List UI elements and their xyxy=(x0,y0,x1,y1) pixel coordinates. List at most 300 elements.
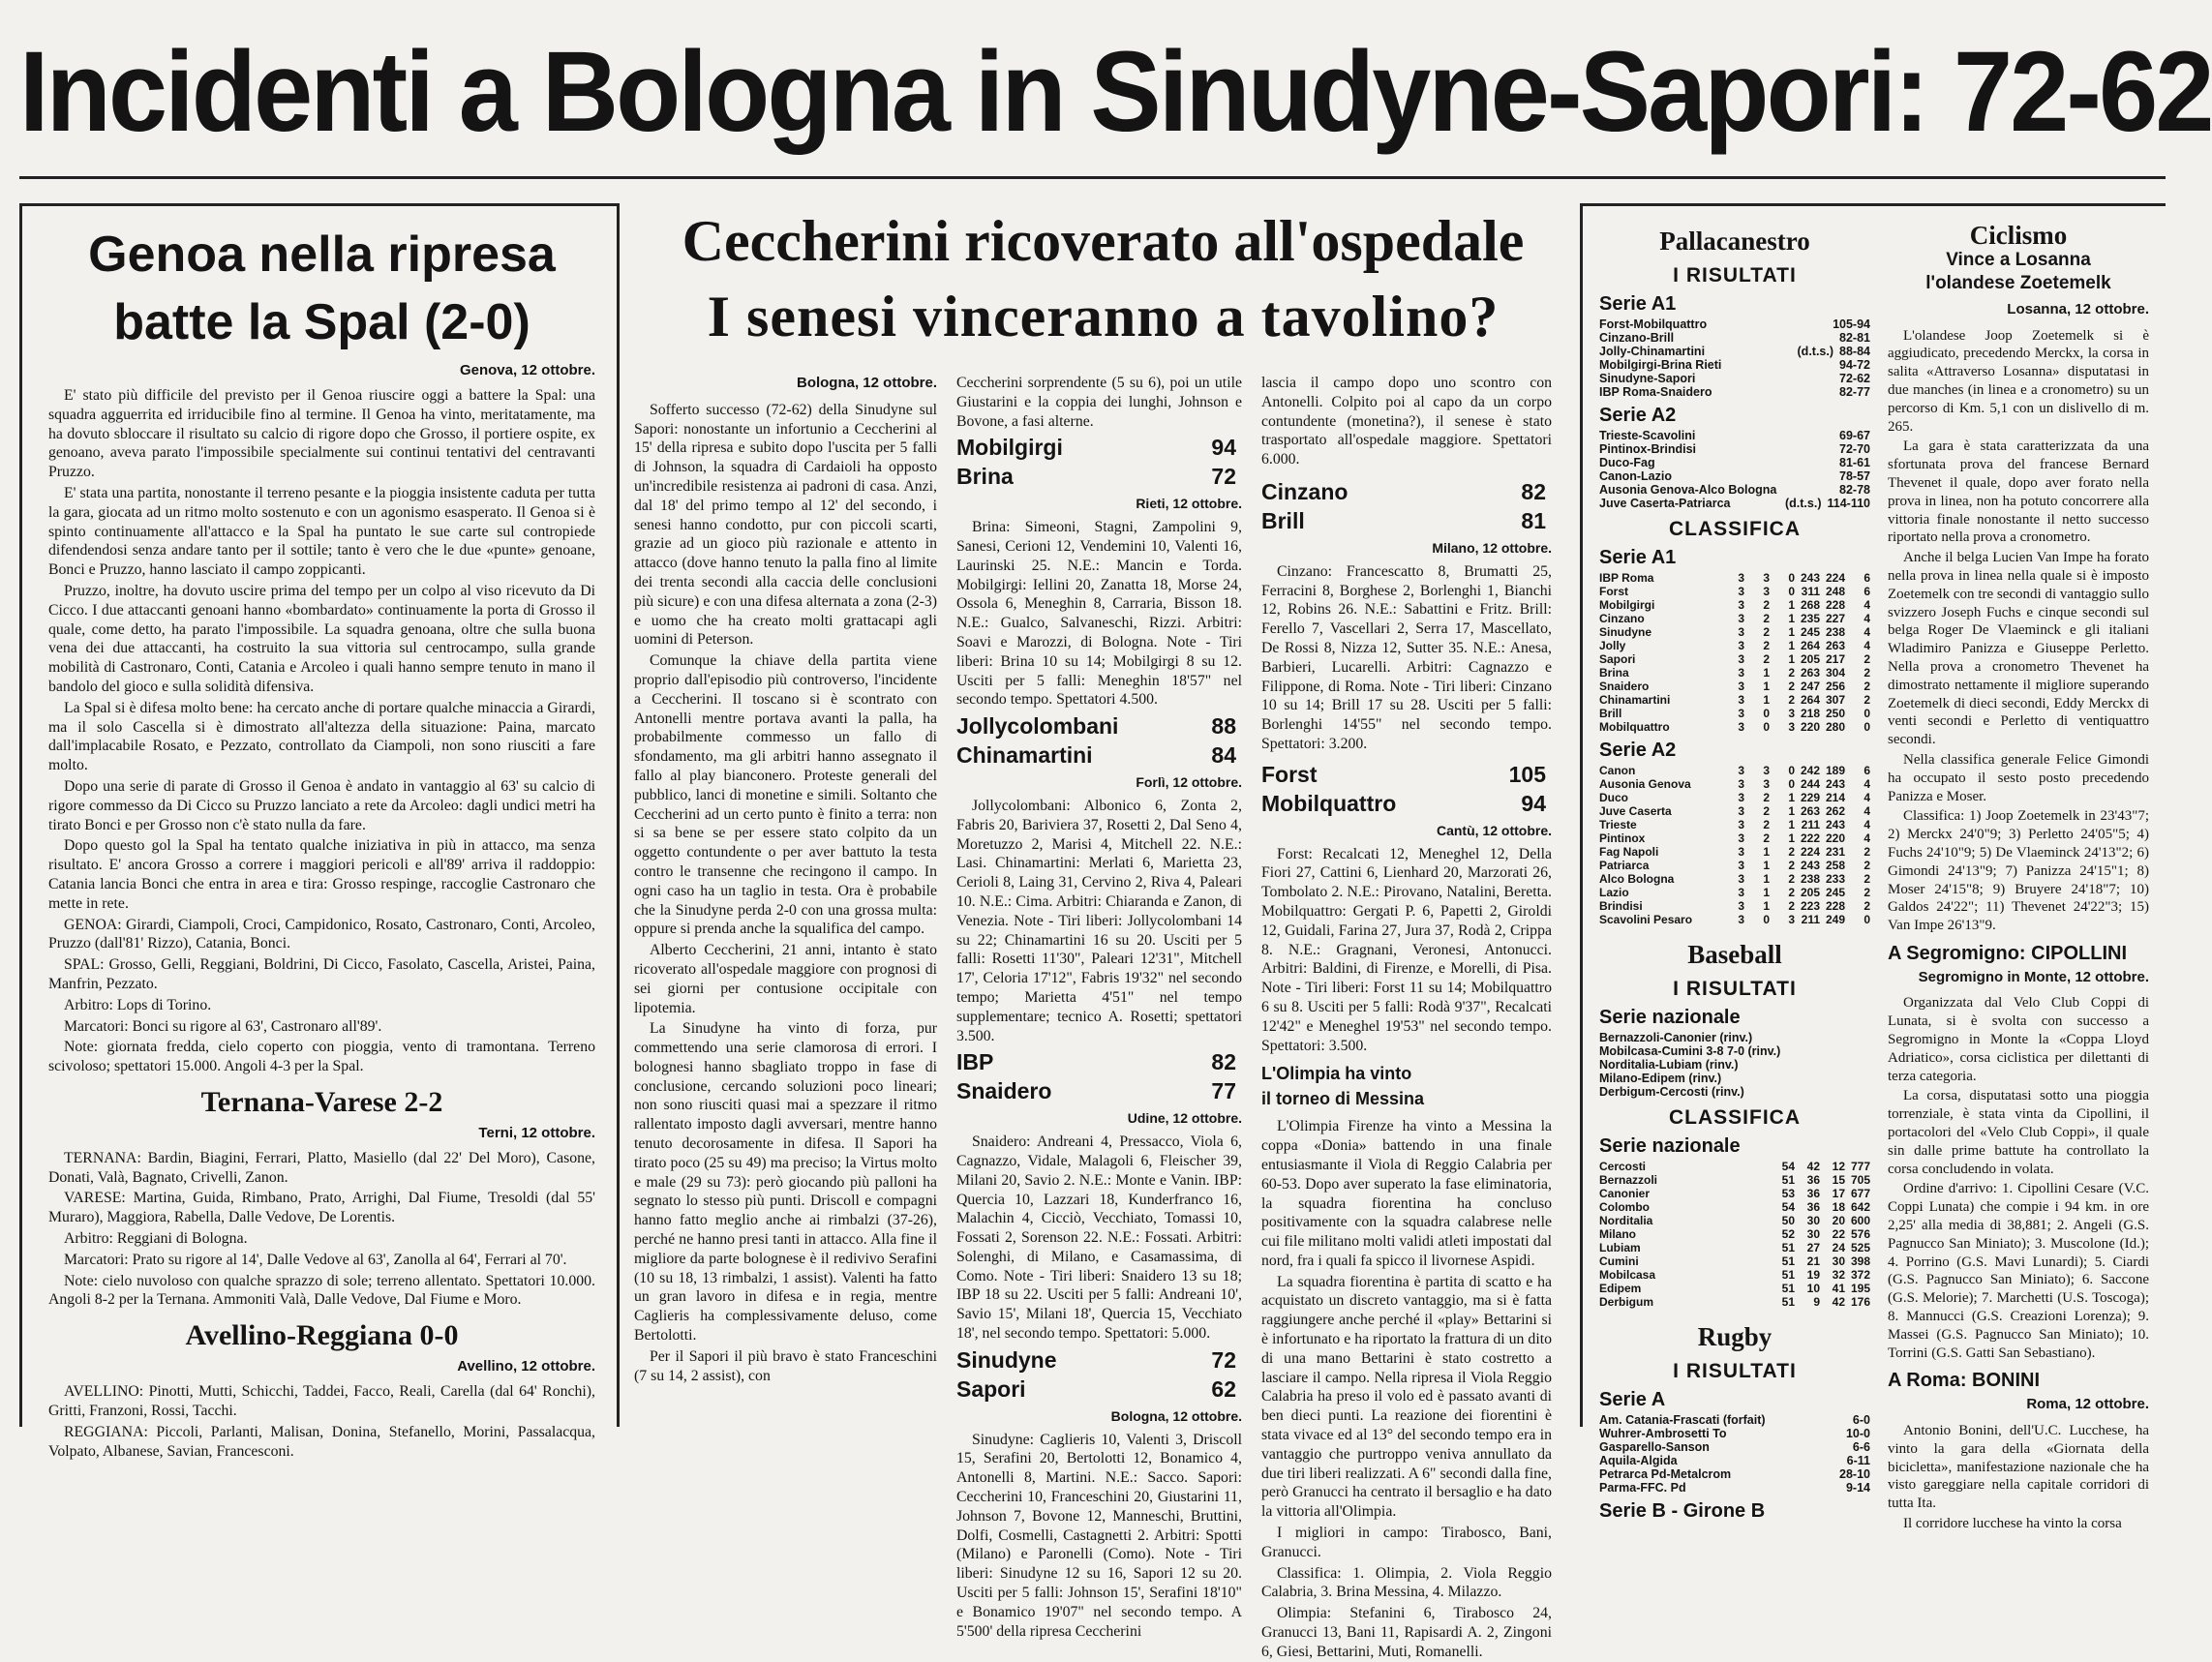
result-match: Petrarca Pd-Metalcrom xyxy=(1599,1467,1732,1481)
standings-value: 243 xyxy=(1800,859,1820,872)
standings-value: 224 xyxy=(1825,571,1845,585)
standings-value: 4 xyxy=(1864,639,1870,652)
standings-value: 224 xyxy=(1800,845,1820,859)
standings-value: 247 xyxy=(1800,680,1820,693)
standings-value: 220 xyxy=(1800,720,1820,734)
result-match: Canon-Lazio xyxy=(1599,469,1672,483)
standings-value: 3 xyxy=(1738,639,1744,652)
standings-value: 4 xyxy=(1864,804,1870,818)
standings-row xyxy=(1599,791,1870,804)
standings-value: 4 xyxy=(1864,791,1870,804)
team-name: Derbigum xyxy=(1599,1295,1654,1309)
standings-value: 3 xyxy=(1738,666,1744,680)
home-score: 105 xyxy=(1508,761,1546,787)
standings-value: 1 xyxy=(1763,680,1770,693)
standings-value: 235 xyxy=(1800,612,1820,625)
segromigno-paragraph: Organizzata dal Velo Club Coppi di Lunata, si è svolta con successo a Segromigno in Monte la «Coppa Lloyd Adriatico», corsa ciclistica per dilettanti di terza categoria. xyxy=(1888,995,2149,1084)
standings-row xyxy=(1599,625,1870,639)
center-paragraph: La Sinudyne ha vinto di forza, pur commettendo una serie clamorosa di errori. I bolognesi hanno sbagliato troppo in fase di conclusione, cercando soluzioni poco lineari; non sono riusciti quasi mai a spezzare il ritmo rallentato imposto dagli avversari, mentre hanno tenuto decorosamente in difesa. Il Sapori ha tirato poco (25 su 49) ma preciso; la Virtus molto e male (29 su 73): però giocando più palloni ha segnato lo stesso più punti. Driscoll e compagni hanno fatto meglio anche ai rimbalzi (37-26), perché ne hanno presi tanti in attacco. Alla fine il migliore da parte bolognese è il redivivo Serafini (10 su 18, 13 rimbalzi, 1 assist). Valenti ha fatto un gran lavoro in difesa e in regia, mentre Caglieris ha complessivamente deluso, come Bertolotti. xyxy=(634,1020,937,1345)
away-score: 94 xyxy=(1521,790,1546,816)
standings-row xyxy=(1599,1254,1870,1268)
baseball-serie-label: Serie nazionale xyxy=(1599,1007,1741,1028)
ternana-body xyxy=(48,1149,595,1310)
result-note xyxy=(1721,358,1839,372)
result-note: (d.t.s.) xyxy=(1797,345,1834,358)
avellino-dateline: Avellino, 12 ottobre. xyxy=(457,1358,595,1375)
rugby-results-list xyxy=(1599,1413,1870,1495)
standings-value: 1 xyxy=(1788,625,1795,639)
standings-value: 0 xyxy=(1788,571,1795,585)
result-row xyxy=(1599,483,1870,497)
standings-value: 30 xyxy=(1832,1254,1845,1268)
standings-value: 214 xyxy=(1825,791,1845,804)
result-note xyxy=(1655,456,1839,469)
standings-value: 0 xyxy=(1864,913,1870,926)
result-score: 78-57 xyxy=(1839,469,1870,483)
result-match: Mobilgirgi-Brina Rieti xyxy=(1599,358,1722,372)
standings-value: 36 xyxy=(1806,1173,1820,1187)
result-row xyxy=(1599,372,1870,385)
standings-value: 15 xyxy=(1832,1173,1845,1187)
result-row xyxy=(1599,1072,1870,1085)
score-row xyxy=(956,1375,1242,1404)
standings-row xyxy=(1599,1227,1870,1241)
team-name: Milano xyxy=(1599,1227,1636,1241)
team-name: Norditalia xyxy=(1599,1214,1653,1227)
cycling-paragraph: Nella classifica generale Felice Gimondi ha occupato il sesto posto precedendo Panizza e Moser. xyxy=(1888,751,2149,804)
result-match: Sinudyne-Sapori xyxy=(1599,372,1696,385)
standings-value: 2 xyxy=(1763,818,1770,831)
standings-row xyxy=(1599,1214,1870,1227)
result-score: 94-72 xyxy=(1839,358,1870,372)
score-row xyxy=(1261,477,1552,506)
standings-value: 2 xyxy=(1864,872,1870,886)
center-col2-intro: Ceccherini sorprendente (5 su 6), poi un utile Giustarini e la coppia dei lunghi, Johnson e Bovone, a fasi alterne. xyxy=(956,375,1242,430)
rugby-next-label: Serie B - Girone B xyxy=(1599,1500,1766,1522)
result-match: Gasparello-Sanson xyxy=(1599,1440,1710,1454)
result-row xyxy=(1599,1058,1870,1072)
result-match: Derbigum-Cercosti (rinv.) xyxy=(1599,1085,1744,1099)
avellino-title: Avellino-Reggiana 0-0 xyxy=(185,1319,459,1352)
roma-paragraph: Antonio Bonini, dell'U.C. Lucchese, ha vinto la gara della «Giornata della bicicletta», manifestazione nazionale che ha visto gareggiare nella capitale corridori di tutta Ita. xyxy=(1888,1423,2149,1512)
standings-value: 249 xyxy=(1825,913,1845,926)
rugby-results-label: I RISULTATI xyxy=(1673,1360,1797,1382)
result-note xyxy=(1707,317,1833,331)
team-name: Bernazzoli xyxy=(1599,1173,1658,1187)
standings-value: 2 xyxy=(1788,872,1795,886)
standings-value: 54 xyxy=(1781,1200,1795,1214)
score-row xyxy=(1261,506,1552,535)
standings-value: 176 xyxy=(1850,1295,1870,1309)
standings-value: 1 xyxy=(1763,886,1770,899)
avellino-body xyxy=(48,1382,595,1461)
center-titles xyxy=(631,203,1575,368)
standings-row xyxy=(1599,899,1870,913)
standings-value: 3 xyxy=(1738,886,1744,899)
standings-row xyxy=(1599,804,1870,818)
standings-value: 243 xyxy=(1800,571,1820,585)
result-match: Milano-Edipem (rinv.) xyxy=(1599,1072,1722,1085)
standings-value: 3 xyxy=(1788,720,1795,734)
standings-value: 51 xyxy=(1781,1254,1795,1268)
standings-value: 2 xyxy=(1763,639,1770,652)
standings-value: 238 xyxy=(1825,625,1845,639)
standings-value: 3 xyxy=(1788,707,1795,720)
away-team: Brina xyxy=(956,464,1014,490)
standings-value: 250 xyxy=(1825,707,1845,720)
baseball-classifica-serie: Serie nazionale xyxy=(1599,1135,1741,1157)
game-report: Brina: Simeoni, Stagni, Zampolini 9, Sanesi, Cerioni 12, Vendemini 10, Valenti 16, Laurinski 25. N.E.: Mancin e Torda. Mobilgirgi: Iellini 20, Zanatta 18, Morse 24, Ossola 6, Meneghin 8, Carraria, Bisson 18. N.E.: Gualco, Salvaneschi, Rizzi. Arbitri: Soavi e Marozzi, di Bologna. Note - Tiri liberi: Brina 10 su 14; Mobilgirgi 8 su 12. Usciti per 5 falli: Meneghin 18'57" nel secondo tempo. Spettatori 4.500. xyxy=(956,519,1242,709)
standings-value: 52 xyxy=(1781,1227,1795,1241)
team-name: Trieste xyxy=(1599,818,1637,831)
standings-value: 42 xyxy=(1832,1295,1845,1309)
ternana-paragraph: VARESE: Martina, Guida, Rimbano, Prato, Arrighi, Dal Fiume, Tresoldi (dal 55' Muraro), Maggiora, Rabella, Dalle Vedove, De Lorentis. xyxy=(48,1190,595,1226)
cycling-paragraph: La gara è stata caratterizzata da una sfortunata prova del francese Bernard Thevenet il quale, dopo aver forato nella prova in linea, non ha potuto concorrere alla vittoria finale nonostante il netto successo riportato nella prova a cronometro. xyxy=(1888,438,2149,546)
result-score: 88-84 xyxy=(1839,345,1870,358)
baseball-standings-table xyxy=(1599,1160,1870,1309)
standings-value: 54 xyxy=(1781,1160,1795,1173)
center-col2 xyxy=(956,374,1242,1640)
result-match: IBP Roma-Snaidero xyxy=(1599,385,1712,399)
center-col3-intro: lascia il campo dopo uno scontro con Antonelli. Colpito poi al capo da un corpo contundente (monetina?), il senese è stato trasportato all'ospedale maggiore. Spettatori 6.000. xyxy=(1261,375,1552,468)
standings-value: 3 xyxy=(1738,598,1744,612)
center-title-line2: I senesi vinceranno a tavolino? xyxy=(707,285,1500,348)
standings-value: 4 xyxy=(1864,612,1870,625)
standings-value: 51 xyxy=(1781,1295,1795,1309)
team-name: Juve Caserta xyxy=(1599,804,1672,818)
score-row xyxy=(956,1345,1242,1375)
cycling-dateline: Losanna, 12 ottobre. xyxy=(2007,300,2149,317)
standings-value: 3 xyxy=(1738,707,1744,720)
left-notes: Note: giornata fredda, cielo coperto con pioggia, vento di tramontana. Terreno scivoloso; spettatori 15.000. Angoli 4-3 per la Spal. xyxy=(48,1039,595,1075)
standings-value: 2 xyxy=(1788,680,1795,693)
standings-value: 9 xyxy=(1813,1295,1820,1309)
segromigno-paragraph: Ordine d'arrivo: 1. Cipollini Cesare (V.C. Coppi Lunata) che compie i 94 km. in ore 2,25' alla media di 38,881; 2. Angeli (G.S. Pagnucco San Miniato); 3. Muscolone (Id.); 4. Porrino (G.S. Mavi Lunardi); 5. Ciardi (G.S. Pagnucco San Miniato); 6. Saccone (G.S. Melorie); 7. Marchetti (U.S. Toscoga); 8. Mannucci (G.S. Creazioni Lorenza); 9. Massei (G.S. Pagnucco San Miniato); 10. Torrini (G.S. Gatti San Sebastiano). xyxy=(1888,1181,2149,1361)
standings-value: 211 xyxy=(1801,818,1820,831)
team-name: Snaidero xyxy=(1599,680,1650,693)
standings-row xyxy=(1599,585,1870,598)
standings-value: 19 xyxy=(1806,1268,1820,1282)
center-paragraph: Alberto Ceccherini, 21 anni, intanto è stato ricoverato all'ospedale maggiore con prognosi di sei giorni per contusione occipitale con lipotemia. xyxy=(634,942,937,1016)
standings-value: 3 xyxy=(1738,625,1744,639)
left-title-line1: Genoa nella ripresa xyxy=(88,227,556,283)
standings-value: 189 xyxy=(1825,764,1845,777)
standings-value: 51 xyxy=(1781,1282,1795,1295)
cycling-paragraph: Classifica: 1) Joop Zoetemelk in 23'43"7; 2) Merckx 24'0"9; 3) Perletto 24'05"5; 4) Fuchs 24'10"9; 5) De Vlaeminck 24'13"2; 6) Gimondi 24'13"9; 7) Panizza 24'15"1; 8) Moser 24'15"8; 9) Bruyere 24'18"7; 10) Galdos 24'22"; 11) Thevenet 24'22"3; 15) Van Impe 26'13"9. xyxy=(1888,808,2149,934)
olimpia-paragraph: L'Olimpia Firenze ha vinto a Messina la coppa «Donia» battendo in una finale entusiasmante il Viola di Reggio Calabria per 60-53. Dopo aver superato la fase eliminatoria, la squadra fiorentina ha concluso positivamente con la squadra calabrese nelle cui file militano molti validi atleti impostati dal nord, fra i quali fa spicco il livornese Aspidi. xyxy=(1261,1118,1552,1269)
home-score: 94 xyxy=(1211,435,1236,461)
result-match: Duco-Fag xyxy=(1599,456,1655,469)
score-row xyxy=(956,1047,1242,1076)
standings-row xyxy=(1599,680,1870,693)
team-name: Alco Bologna xyxy=(1599,872,1675,886)
left-scorers: Marcatori: Bonci su rigore al 63', Castronaro all'89'. xyxy=(64,1017,382,1035)
game-report: Cinzano: Francescatto 8, Brumatti 25, Ferracini 8, Borghese 2, Borlenghi 1, Bianchi 12, Robins 26. N.E.: Sabattini e Fritz. Brill: Ferello 7, Vascellari 2, Serra 17, Mascellato, De Rossi 8, Nizza 12, Sutter 35. N.E.: Anesa, Barbieri, Lucarelli. Arbitri: Cagnazzo e Filippone, di Roma. Note - Tiri liberi: Cinzano 10 su 14; Brill 17 su 28. Usciti per 5 falli: Borlenghi 14'55" nel secondo tempo. Spettatori: 3.200. xyxy=(1261,562,1552,752)
result-match: Mobilcasa-Cumini 3-8 7-0 (rinv.) xyxy=(1599,1044,1781,1058)
cycling-column xyxy=(1888,221,2149,1531)
result-match: Am. Catania-Frascati (forfait) xyxy=(1599,1413,1766,1427)
team-name: Fag Napoli xyxy=(1599,845,1659,859)
basket-title: Pallacanestro xyxy=(1659,227,1810,256)
standings-value: 2 xyxy=(1763,791,1770,804)
team-name: Mobilquattro xyxy=(1599,720,1670,734)
away-team: Chinamartini xyxy=(956,742,1093,769)
standings-row xyxy=(1599,1173,1870,1187)
team-name: IBP Roma xyxy=(1599,571,1654,585)
away-score: 62 xyxy=(1211,1375,1236,1402)
standings-value: 0 xyxy=(1788,777,1795,791)
standings-value: 233 xyxy=(1825,872,1845,886)
left-paragraph: Dopo questo gol la Spal ha tentato qualche iniziativa in più in attacco, ma senza risultato. E' ancora Grosso a correre i maggiori pericoli e all'89' arriva il raddoppio: Catania lancia Bonci che entra in area e tira: Grosso respinge, raccoglie Castronaro che mette in rete. xyxy=(48,837,595,912)
result-score: 72-70 xyxy=(1839,442,1870,456)
standings-value: 228 xyxy=(1825,899,1845,913)
result-row xyxy=(1599,317,1870,331)
team-name: Edipem xyxy=(1599,1282,1642,1295)
standings-value: 2 xyxy=(1763,652,1770,666)
standings-value: 223 xyxy=(1800,899,1820,913)
standings-row xyxy=(1599,1295,1870,1309)
standings-value: 2 xyxy=(1763,598,1770,612)
standings-value: 12 xyxy=(1832,1160,1845,1173)
a1-standings-table xyxy=(1599,571,1870,734)
standings-value: 229 xyxy=(1800,791,1820,804)
center-dateline: Bologna, 12 ottobre. xyxy=(796,375,937,391)
game-dateline: Cantù, 12 ottobre. xyxy=(1436,822,1552,838)
standings-value: 53 xyxy=(1781,1187,1795,1200)
standings-value: 3 xyxy=(1738,899,1744,913)
standings-value: 1 xyxy=(1788,818,1795,831)
avellino-paragraph: REGGIANA: Piccoli, Parlanti, Malisan, Donina, Stefanello, Morini, Passalacqua, Volpato, Albanese, Savian, Francesconi. xyxy=(48,1423,595,1460)
standings-value: 222 xyxy=(1800,831,1820,845)
result-match: Trieste-Scavolini xyxy=(1599,429,1696,442)
score-row xyxy=(956,1076,1242,1105)
standings-value: 311 xyxy=(1801,585,1820,598)
standings-value: 1 xyxy=(1788,598,1795,612)
result-score: 6-0 xyxy=(1852,1413,1870,1427)
ternana-title: Ternana-Varese 2-2 xyxy=(200,1085,443,1118)
standings-value: 231 xyxy=(1825,845,1845,859)
team-name: Cinzano xyxy=(1599,612,1645,625)
standings-row xyxy=(1599,818,1870,831)
standings-value: 27 xyxy=(1806,1241,1820,1254)
result-score: 69-67 xyxy=(1839,429,1870,442)
standings-row xyxy=(1599,639,1870,652)
standings-value: 2 xyxy=(1763,625,1770,639)
standings-value: 51 xyxy=(1781,1173,1795,1187)
roma-paragraph: Il corridore lucchese ha vinto la corsa xyxy=(1903,1516,2122,1531)
standings-value: 22 xyxy=(1832,1227,1845,1241)
standings-value: 218 xyxy=(1800,707,1820,720)
result-note xyxy=(1696,442,1839,456)
team-name: Duco xyxy=(1599,791,1628,804)
team-name: Mobilcasa xyxy=(1599,1268,1656,1282)
score-row xyxy=(1261,760,1552,789)
standings-value: 205 xyxy=(1800,886,1820,899)
standings-value: 2 xyxy=(1763,804,1770,818)
results-column xyxy=(1599,221,1870,1522)
team-name: Patriarca xyxy=(1599,859,1650,872)
standings-value: 0 xyxy=(1763,913,1770,926)
standings-value: 256 xyxy=(1825,680,1845,693)
standings-value: 576 xyxy=(1850,1227,1870,1241)
home-team: Mobilgirgi xyxy=(956,435,1063,461)
cycling-head2: l'olandese Zoetemelk xyxy=(1925,272,2111,293)
away-score: 77 xyxy=(1211,1078,1236,1104)
standings-value: 2 xyxy=(1864,859,1870,872)
result-row xyxy=(1599,1413,1870,1427)
standings-value: 195 xyxy=(1850,1282,1870,1295)
score-row xyxy=(956,462,1242,491)
cycling-head1: Vince a Losanna xyxy=(1946,249,2091,270)
standings-value: 51 xyxy=(1781,1241,1795,1254)
standings-value: 51 xyxy=(1781,1268,1795,1282)
result-note: (d.t.s.) xyxy=(1785,497,1822,510)
standings-value: 1 xyxy=(1763,899,1770,913)
score-row xyxy=(1261,789,1552,818)
baseball-results-list xyxy=(1599,1031,1870,1099)
result-row xyxy=(1599,1440,1870,1454)
roma-title: A Roma: BONINI xyxy=(1888,1370,2041,1392)
standings-value: 2 xyxy=(1864,693,1870,707)
result-row xyxy=(1599,497,1870,510)
result-note xyxy=(1712,385,1839,399)
result-score: 6-6 xyxy=(1852,1440,1870,1454)
standings-value: 1 xyxy=(1788,652,1795,666)
team-name: Canon xyxy=(1599,764,1636,777)
standings-value: 1 xyxy=(1763,845,1770,859)
standings-value: 18 xyxy=(1832,1200,1845,1214)
result-note xyxy=(1776,483,1839,497)
team-name: Mobilgirgi xyxy=(1599,598,1655,612)
standings-value: 228 xyxy=(1825,598,1845,612)
standings-value: 217 xyxy=(1825,652,1845,666)
standings-row xyxy=(1599,720,1870,734)
standings-row xyxy=(1599,1282,1870,1295)
result-score: 72-62 xyxy=(1839,372,1870,385)
team-name: Cumini xyxy=(1599,1254,1639,1268)
standings-value: 2 xyxy=(1864,652,1870,666)
cycling-paragraph: L'olandese Joop Zoetemelk si è aggiudicato, precedendo Merckx, la corsa in salita «Attraverso Losanna» disputatasi in due manches (in linea e a cronometro) su un percorso di Km. 5,1 con un dislivello di m. 265. xyxy=(1888,327,2149,435)
standings-value: 1 xyxy=(1788,791,1795,804)
standings-value: 2 xyxy=(1788,666,1795,680)
olimpia-paragraph: Classifica: 1. Olimpia, 2. Viola Reggio Calabria, 3. Brina Messina, 4. Milazzo. xyxy=(1261,1564,1552,1601)
game-report: Forst: Recalcati 12, Meneghel 12, Della Fiori 27, Cattini 6, Lienhard 20, Marzorati 26, Tombolato 2. N.E.: Pirovano, Natalini, Beretta. Mobilquattro: Gergati P. 6, Papetti 2, Giroldi 12, Guidali, Farina 27, Jura 37, Rodà 2, Crippa 8. N.E.: Gragnani, Veronesi, Antonucci. Arbitri: Baldini, di Firenze, e Morelli, di Pisa. Note - Tiri liberi: Forst 11 su 14; Mobilquattro 6 su 8. Usciti per 5 falli: Rodà 9'37", Recalcati 12'42" e Meneghel 19'53" nel secondo tempo. Spettatori: 3.500. xyxy=(1261,845,1552,1054)
result-score: 82-77 xyxy=(1839,385,1870,399)
standings-value: 4 xyxy=(1864,818,1870,831)
team-name: Ausonia Genova xyxy=(1599,777,1691,791)
standings-value: 2 xyxy=(1788,859,1795,872)
segromigno-dateline: Segromigno in Monte, 12 ottobre. xyxy=(1918,968,2149,985)
team-name: Canonier xyxy=(1599,1187,1651,1200)
result-score: 28-10 xyxy=(1839,1467,1870,1481)
home-team: Cinzano xyxy=(1261,478,1348,504)
standings-value: 3 xyxy=(1738,777,1744,791)
center-paragraph: Comunque la chiave della partita viene proprio dall'episodio più controverso, l'incidente a Ceccherini. Il toscano si è scontrato con Antonelli mentre portava avanti la palla, ha probabilmente commesso un fallo di sfondamento, ma gli arbitri hanno assegnato il fallo al play bianconero. Proteste generali del pubblico, lanci di monetine e simili. Soltanto che Ceccherini ad un certo punto è finito a terra: non si sa bene se per essere stato colpito da un oggetto contundente o per aver battuto la testa contro le transenne che recingono il campo. In ogni caso ha un taglio in testa. Ora è probabile che la Sinudyne perda 2-0 con una grossa multa: oppure si prenda anche la squalifica del campo. xyxy=(634,652,937,938)
result-row xyxy=(1599,385,1870,399)
standings-value: 6 xyxy=(1864,764,1870,777)
standings-value: 21 xyxy=(1806,1254,1820,1268)
standings-value: 242 xyxy=(1800,764,1820,777)
standings-value: 36 xyxy=(1806,1200,1820,1214)
result-score: 81-61 xyxy=(1839,456,1870,469)
team-name: Brina xyxy=(1599,666,1629,680)
center-col3 xyxy=(1261,374,1552,1660)
away-score: 81 xyxy=(1521,507,1546,533)
standings-value: 2 xyxy=(1864,666,1870,680)
standings-value: 10 xyxy=(1806,1282,1820,1295)
standings-value: 1 xyxy=(1788,804,1795,818)
standings-row xyxy=(1599,913,1870,926)
standings-value: 2 xyxy=(1864,845,1870,859)
olimpia-title-line1: L'Olimpia ha vinto xyxy=(1261,1064,1412,1084)
standings-value: 642 xyxy=(1850,1200,1870,1214)
standings-value: 600 xyxy=(1850,1214,1870,1227)
game-dateline: Forlì, 12 ottobre. xyxy=(1136,774,1242,791)
standings-value: 0 xyxy=(1788,585,1795,598)
result-match: Bernazzoli-Canonier (rinv.) xyxy=(1599,1031,1753,1044)
left-dateline: Genova, 12 ottobre. xyxy=(459,362,595,378)
result-match: Wuhrer-Ambrosetti To xyxy=(1599,1427,1727,1440)
standings-row xyxy=(1599,859,1870,872)
standings-row xyxy=(1599,598,1870,612)
standings-value: 2 xyxy=(1864,680,1870,693)
away-team: Mobilquattro xyxy=(1261,790,1397,816)
left-paragraph: E' stata una partita, nonostante il terreno pesante e la pioggia insistente caduta per tutta la gara, giocata ad un ritmo molto sostenuto e con un agonismo esasperato. Il Genoa si è spinto continuamente all'attacco e la Spal ha puntato le sue carte sul contropiede difendendosi senza andare tanto per il sottile; tanto è vero che le due «punte» genoane, Bonci e Pruzzo, hanno lasciato il campo zoppicanti. xyxy=(48,484,595,579)
home-team: Jollycolombani xyxy=(956,713,1119,740)
standings-value: 2 xyxy=(1788,899,1795,913)
standings-value: 398 xyxy=(1850,1254,1870,1268)
standings-value: 304 xyxy=(1825,666,1845,680)
result-row xyxy=(1599,456,1870,469)
standings-value: 263 xyxy=(1825,639,1845,652)
result-row xyxy=(1599,429,1870,442)
standings-value: 263 xyxy=(1800,666,1820,680)
standings-row xyxy=(1599,707,1870,720)
home-score: 82 xyxy=(1211,1049,1236,1075)
standings-value: 372 xyxy=(1850,1268,1870,1282)
standings-row xyxy=(1599,777,1870,791)
avellino-paragraph: AVELLINO: Pinotti, Mutti, Schicchi, Taddei, Facco, Reali, Carella (dal 64' Ronchi), Gritti, Franzoni, Rossi, Tacchi. xyxy=(48,1383,595,1420)
ternana-paragraph: Marcatori: Prato su rigore al 14', Dalle Vedove al 63', Zanolla al 64', Ferrari al 70'. xyxy=(64,1251,567,1268)
standings-value: 3 xyxy=(1738,872,1744,886)
standings-value: 243 xyxy=(1825,777,1845,791)
result-row xyxy=(1599,1454,1870,1467)
left-referee: Arbitro: Lops di Torino. xyxy=(64,996,212,1013)
standings-value: 705 xyxy=(1850,1173,1870,1187)
standings-value: 0 xyxy=(1763,707,1770,720)
standings-value: 50 xyxy=(1781,1214,1795,1227)
standings-row xyxy=(1599,1268,1870,1282)
team-name: Colombo xyxy=(1599,1200,1650,1214)
result-match: Jolly-Chinamartini xyxy=(1599,345,1706,358)
result-match: Pintinox-Brindisi xyxy=(1599,442,1696,456)
baseball-classifica-label: CLASSIFICA xyxy=(1669,1106,1801,1129)
standings-value: 264 xyxy=(1800,693,1820,707)
team-name: Cercosti xyxy=(1599,1160,1647,1173)
standings-value: 30 xyxy=(1806,1227,1820,1241)
standings-value: 211 xyxy=(1801,913,1820,926)
standings-value: 3 xyxy=(1738,693,1744,707)
standings-value: 3 xyxy=(1763,571,1770,585)
standings-value: 227 xyxy=(1825,612,1845,625)
result-note xyxy=(1695,372,1839,385)
standings-row xyxy=(1599,1187,1870,1200)
standings-value: 1 xyxy=(1788,639,1795,652)
team-name: Brill xyxy=(1599,707,1622,720)
result-note xyxy=(1695,429,1839,442)
result-score: 114-110 xyxy=(1827,497,1870,510)
team-name: Lubiam xyxy=(1599,1241,1641,1254)
